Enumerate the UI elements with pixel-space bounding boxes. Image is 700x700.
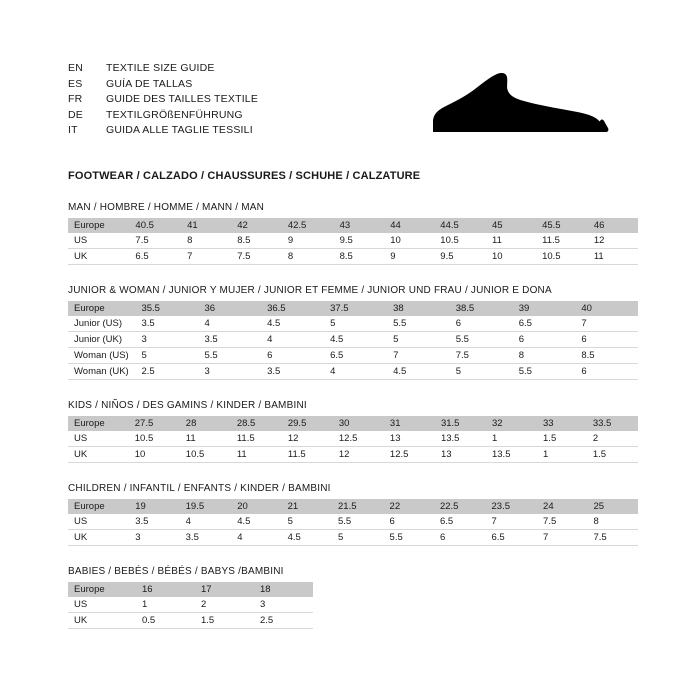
block-title: JUNIOR & WOMAN / JUNIOR Y MUJER / JUNIOR ET FEMME / JUNIOR UND FRAU / JUNIOR E DONA xyxy=(68,285,552,296)
size-cell: 3 xyxy=(129,530,179,546)
size-cell: 1.5 xyxy=(587,447,638,463)
table-row xyxy=(68,613,313,629)
size-cell: 28 xyxy=(180,416,231,431)
size-cell: 4 xyxy=(198,316,261,332)
language-code: FR xyxy=(68,93,83,105)
size-cell: 11 xyxy=(588,249,638,265)
size-cell: 1 xyxy=(136,597,195,613)
table-row xyxy=(68,582,313,597)
row-label: Woman (UK) xyxy=(68,364,135,380)
size-cell: 22 xyxy=(384,499,434,514)
size-cell: 9.5 xyxy=(334,233,385,249)
size-cell: 16 xyxy=(136,582,195,597)
size-cell: 6 xyxy=(450,316,513,332)
size-cell: 19 xyxy=(129,499,179,514)
row-label: UK xyxy=(68,249,129,265)
table-row xyxy=(68,431,638,447)
size-cell: 22.5 xyxy=(434,499,486,514)
size-cell: 7.5 xyxy=(129,233,181,249)
table-row xyxy=(68,499,638,514)
language-code: EN xyxy=(68,62,83,74)
language-title: TEXTILGRÖßENFÜHRUNG xyxy=(106,108,243,121)
size-cell: 4 xyxy=(261,332,324,348)
dress-shoe-icon xyxy=(420,70,620,140)
size-table-babies xyxy=(68,582,313,629)
size-cell: 19.5 xyxy=(180,499,232,514)
size-cell: 5 xyxy=(282,514,332,530)
row-label: Woman (US) xyxy=(68,348,135,364)
size-cell: 7 xyxy=(486,514,538,530)
size-cell: 5.5 xyxy=(450,332,513,348)
size-cell: 7.5 xyxy=(231,249,282,265)
size-cell: 12 xyxy=(333,447,384,463)
size-cell: 2.5 xyxy=(254,613,313,629)
size-cell: 31.5 xyxy=(435,416,486,431)
language-title: GUIDA ALLE TAGLIE TESSILI xyxy=(106,124,253,136)
size-cell: 11 xyxy=(486,233,536,249)
size-cell: 2.5 xyxy=(135,364,198,380)
row-label: US xyxy=(68,514,129,530)
language-title: GUÍA DE TALLAS xyxy=(106,77,193,90)
size-cell: 1 xyxy=(537,447,587,463)
size-cell: 10 xyxy=(486,249,536,265)
table-row xyxy=(68,316,638,332)
row-label: US xyxy=(68,597,136,613)
size-table-body xyxy=(68,416,638,463)
row-label: Europe xyxy=(68,416,129,431)
block-title: KIDS / NIÑOS / DES GAMINS / KINDER / BAMBINI xyxy=(68,400,307,411)
table-row xyxy=(68,218,638,233)
size-table-body xyxy=(68,301,638,380)
size-cell: 21.5 xyxy=(332,499,384,514)
language-title-list xyxy=(68,62,258,140)
size-cell: 5.5 xyxy=(387,316,450,332)
size-cell: 46 xyxy=(588,218,638,233)
size-cell: 4.5 xyxy=(387,364,450,380)
size-cell: 3.5 xyxy=(129,514,179,530)
size-cell: 42 xyxy=(231,218,282,233)
row-label: UK xyxy=(68,613,136,629)
size-cell: 30 xyxy=(333,416,384,431)
size-cell: 3.5 xyxy=(180,530,232,546)
table-row xyxy=(68,416,638,431)
size-block-junior-woman xyxy=(68,285,638,380)
size-cell: 32 xyxy=(486,416,537,431)
size-cell: 7.5 xyxy=(587,530,638,546)
size-cell: 28.5 xyxy=(231,416,282,431)
language-title-list-body xyxy=(68,62,258,140)
size-cell: 39 xyxy=(513,301,576,316)
size-cell: 40.5 xyxy=(129,218,181,233)
size-cell: 10.5 xyxy=(434,233,486,249)
table-row xyxy=(68,364,638,380)
size-cell: 0.5 xyxy=(136,613,195,629)
size-cell: 3 xyxy=(135,332,198,348)
language-row xyxy=(68,109,258,125)
size-cell: 4.5 xyxy=(282,530,332,546)
table-row xyxy=(68,597,313,613)
size-cell: 6 xyxy=(575,332,638,348)
size-cell: 8.5 xyxy=(575,348,638,364)
size-cell: 44.5 xyxy=(434,218,486,233)
row-label: Europe xyxy=(68,218,129,233)
table-row xyxy=(68,332,638,348)
size-cell: 6 xyxy=(261,348,324,364)
size-cell: 4.5 xyxy=(231,514,281,530)
row-label: US xyxy=(68,431,129,447)
size-cell: 5 xyxy=(324,316,387,332)
size-cell: 44 xyxy=(384,218,434,233)
size-cell: 10 xyxy=(129,447,180,463)
size-cell: 43 xyxy=(334,218,385,233)
size-cell: 5 xyxy=(387,332,450,348)
size-cell: 11.5 xyxy=(282,447,333,463)
size-cell: 1 xyxy=(486,431,537,447)
size-cell: 6 xyxy=(384,514,434,530)
size-cell: 5 xyxy=(450,364,513,380)
row-label: Junior (UK) xyxy=(68,332,135,348)
size-cell: 38.5 xyxy=(450,301,513,316)
size-cell: 10.5 xyxy=(129,431,180,447)
table-row xyxy=(68,249,638,265)
size-block-children xyxy=(68,483,638,546)
block-title: MAN / HOMBRE / HOMME / MANN / MAN xyxy=(68,202,265,213)
size-cell: 8.5 xyxy=(231,233,282,249)
language-code: ES xyxy=(68,77,83,90)
size-table-children xyxy=(68,499,638,546)
size-cell: 8.5 xyxy=(334,249,385,265)
size-cell: 4.5 xyxy=(324,332,387,348)
size-cell: 11.5 xyxy=(536,233,588,249)
size-cell: 23.5 xyxy=(486,499,538,514)
language-row xyxy=(68,62,258,78)
size-cell: 8 xyxy=(587,514,638,530)
size-cell: 38 xyxy=(387,301,450,316)
table-row xyxy=(68,348,638,364)
size-cell: 18 xyxy=(254,582,313,597)
size-table-body xyxy=(68,218,638,265)
language-row xyxy=(68,124,258,140)
size-cell: 1.5 xyxy=(537,431,587,447)
size-cell: 21 xyxy=(282,499,332,514)
size-cell: 3.5 xyxy=(198,332,261,348)
size-cell: 5.5 xyxy=(513,364,576,380)
block-title: BABIES / BEBÉS / BÉBÉS / BABYS /BAMBINI xyxy=(68,566,284,577)
language-row xyxy=(68,93,258,109)
size-cell: 3.5 xyxy=(261,364,324,380)
size-cell: 4.5 xyxy=(261,316,324,332)
size-cell: 4 xyxy=(324,364,387,380)
size-cell: 9 xyxy=(282,233,334,249)
size-cell: 12 xyxy=(588,233,638,249)
size-table-body xyxy=(68,499,638,546)
category-title: FOOTWEAR / CALZADO / CHAUSSURES / SCHUHE / CALZATURE xyxy=(68,170,421,182)
row-label: Junior (US) xyxy=(68,316,135,332)
size-cell: 5.5 xyxy=(332,514,384,530)
row-label: Europe xyxy=(68,582,136,597)
size-cell: 33.5 xyxy=(587,416,638,431)
row-label: Europe xyxy=(68,499,129,514)
language-title: TEXTILE SIZE GUIDE xyxy=(106,62,215,74)
size-table-kids xyxy=(68,416,638,463)
size-cell: 11 xyxy=(180,431,231,447)
size-cell: 10 xyxy=(384,233,434,249)
size-cell: 45.5 xyxy=(536,218,588,233)
size-cell: 27.5 xyxy=(129,416,180,431)
size-cell: 3.5 xyxy=(135,316,198,332)
size-cell: 37.5 xyxy=(324,301,387,316)
size-cell: 42.5 xyxy=(282,218,334,233)
header xyxy=(68,62,638,154)
size-cell: 40 xyxy=(575,301,638,316)
size-cell: 6.5 xyxy=(324,348,387,364)
size-cell: 12 xyxy=(282,431,333,447)
language-title: GUIDE DES TAILLES TEXTILE xyxy=(106,93,259,105)
size-cell: 6.5 xyxy=(513,316,576,332)
size-cell: 5 xyxy=(332,530,384,546)
size-cell: 11 xyxy=(231,447,282,463)
size-cell: 12.5 xyxy=(384,447,435,463)
size-cell: 45 xyxy=(486,218,536,233)
size-cell: 13.5 xyxy=(435,431,486,447)
size-cell: 24 xyxy=(537,499,587,514)
size-cell: 31 xyxy=(384,416,435,431)
row-label: US xyxy=(68,233,129,249)
size-table-junior-woman xyxy=(68,301,638,380)
size-cell: 12.5 xyxy=(333,431,384,447)
size-cell: 5 xyxy=(135,348,198,364)
size-cell: 1.5 xyxy=(195,613,254,629)
size-cell: 6.5 xyxy=(486,530,538,546)
size-cell: 17 xyxy=(195,582,254,597)
size-cell: 25 xyxy=(587,499,638,514)
size-cell: 10.5 xyxy=(180,447,231,463)
size-cell: 6 xyxy=(575,364,638,380)
block-title: CHILDREN / INFANTIL / ENFANTS / KINDER / BAMBINI xyxy=(68,483,331,494)
size-cell: 2 xyxy=(587,431,638,447)
size-cell: 36.5 xyxy=(261,301,324,316)
size-cell: 5.5 xyxy=(384,530,434,546)
size-cell: 7 xyxy=(387,348,450,364)
size-cell: 13 xyxy=(384,431,435,447)
size-cell: 7.5 xyxy=(537,514,587,530)
row-label: Europe xyxy=(68,301,135,316)
size-cell: 33 xyxy=(537,416,587,431)
size-block-kids xyxy=(68,400,638,463)
table-row xyxy=(68,530,638,546)
size-cell: 3 xyxy=(254,597,313,613)
size-cell: 20 xyxy=(231,499,281,514)
size-cell: 6 xyxy=(513,332,576,348)
size-cell: 6.5 xyxy=(434,514,486,530)
size-cell: 8 xyxy=(513,348,576,364)
size-cell: 7 xyxy=(181,249,231,265)
size-cell: 7.5 xyxy=(450,348,513,364)
size-cell: 6 xyxy=(434,530,486,546)
size-cell: 3 xyxy=(198,364,261,380)
size-cell: 11.5 xyxy=(231,431,282,447)
size-cell: 4 xyxy=(180,514,232,530)
size-cell: 5.5 xyxy=(198,348,261,364)
size-block-man xyxy=(68,202,638,265)
size-cell: 41 xyxy=(181,218,231,233)
size-cell: 9 xyxy=(384,249,434,265)
size-cell: 7 xyxy=(575,316,638,332)
size-cell: 35.5 xyxy=(135,301,198,316)
language-row xyxy=(68,78,258,94)
size-cell: 10.5 xyxy=(536,249,588,265)
table-row xyxy=(68,514,638,530)
language-code: DE xyxy=(68,108,83,121)
size-cell: 6.5 xyxy=(129,249,181,265)
language-code: IT xyxy=(68,124,78,136)
row-label: UK xyxy=(68,530,129,546)
size-table-body xyxy=(68,582,313,629)
size-cell: 2 xyxy=(195,597,254,613)
size-cell: 36 xyxy=(198,301,261,316)
table-row xyxy=(68,447,638,463)
size-block-babies xyxy=(68,566,638,629)
table-row xyxy=(68,301,638,316)
size-cell: 8 xyxy=(282,249,334,265)
size-cell: 9.5 xyxy=(434,249,486,265)
size-cell: 29.5 xyxy=(282,416,333,431)
size-cell: 4 xyxy=(231,530,281,546)
size-cell: 8 xyxy=(181,233,231,249)
row-label: UK xyxy=(68,447,129,463)
size-table-man xyxy=(68,218,638,265)
table-row xyxy=(68,233,638,249)
size-cell: 13.5 xyxy=(486,447,537,463)
size-cell: 7 xyxy=(537,530,587,546)
size-cell: 13 xyxy=(435,447,486,463)
